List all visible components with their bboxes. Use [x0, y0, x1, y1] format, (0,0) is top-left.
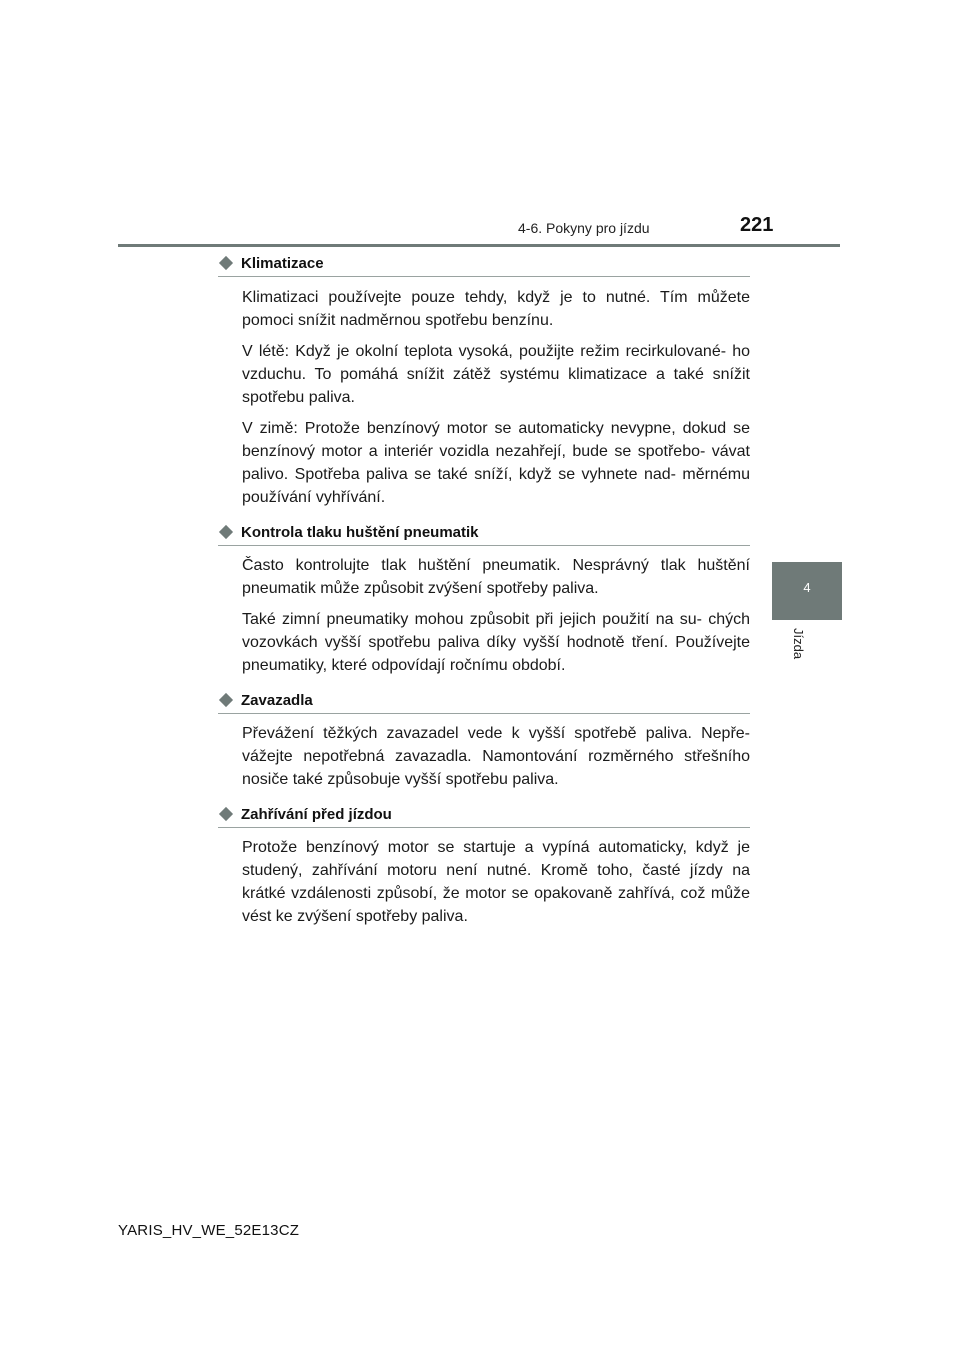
chapter-tab: [772, 562, 842, 620]
document-code: YARIS_HV_WE_52E13CZ: [118, 1222, 300, 1239]
section-luggage: [218, 687, 750, 791]
section-climate: [218, 250, 750, 509]
paragraph: Také zimní pneumatiky mohou způsobit při jejich použití na su- chých vozovkách vyšší spotřebu paliva díky vyšší hodnotě tření. Používejte pneumatiky, které odpovídají ročnímu období.: [242, 611, 750, 674]
section-heading-text: Zahřívání před jízdou: [241, 805, 392, 823]
section-heading: [218, 801, 750, 828]
diamond-bullet-icon: [219, 807, 233, 821]
section-heading-text: Zavazadla: [241, 691, 313, 709]
page-content: [218, 250, 750, 928]
paragraph: Často kontrolujte tlak huštění pneumatik. Nesprávný tlak huštění pneumatik může způsobit zvýšení spotřeby paliva.: [242, 557, 750, 597]
header-divider: [118, 244, 840, 247]
section-heading: [218, 250, 750, 277]
section-title: 4-6. Pokyny pro jízdu: [518, 220, 650, 236]
section-heading: [218, 519, 750, 546]
section-warm-up: [218, 801, 750, 928]
paragraph: Klimatizaci používejte pouze tehdy, když je to nutné. Tím můžete pomoci snížit nadměrnou spotřebu benzínu.: [242, 289, 750, 329]
section-heading: [218, 687, 750, 714]
paragraph: Protože benzínový motor se startuje a vypíná automaticky, když je studený, zahřívání motoru není nutné. Kromě toho, časté jízdy na krátké vzdálenosti způsobí, že motor se opakovaně zahřívá, což může vést ke zvýšení spotřeby paliva.: [242, 839, 750, 925]
page-number: 221: [740, 214, 774, 236]
diamond-bullet-icon: [219, 256, 233, 270]
diamond-bullet-icon: [219, 525, 233, 539]
section-heading-text: Kontrola tlaku huštění pneumatik: [241, 523, 479, 541]
paragraph: V zimě: Protože benzínový motor se automaticky nevypne, dokud se benzínový motor a interiér vozidla nezahřejí, bude se spotřebo- vávat palivo. Spotřeba paliva se také sníží, když se vyhnete nad- měrnému používání vyhřívání.: [242, 420, 750, 506]
section-tire-pressure: [218, 519, 750, 677]
chapter-label: Jízda: [791, 628, 806, 660]
diamond-bullet-icon: [219, 693, 233, 707]
chapter-number: 4: [803, 580, 811, 595]
paragraph: Převážení těžkých zavazadel vede k vyšší spotřebě paliva. Nepře- vážejte nepotřebná zavazadla. Namontování rozměrného střešního nosiče také způsobuje vyšší spotřebu paliva.: [242, 725, 750, 788]
section-heading-text: Klimatizace: [241, 254, 324, 272]
paragraph: V létě: Když je okolní teplota vysoká, použijte režim recirkulované- ho vzduchu. To pomáhá snížit zátěž systému klimatizace a také snížit spotřebu paliva.: [242, 343, 750, 406]
